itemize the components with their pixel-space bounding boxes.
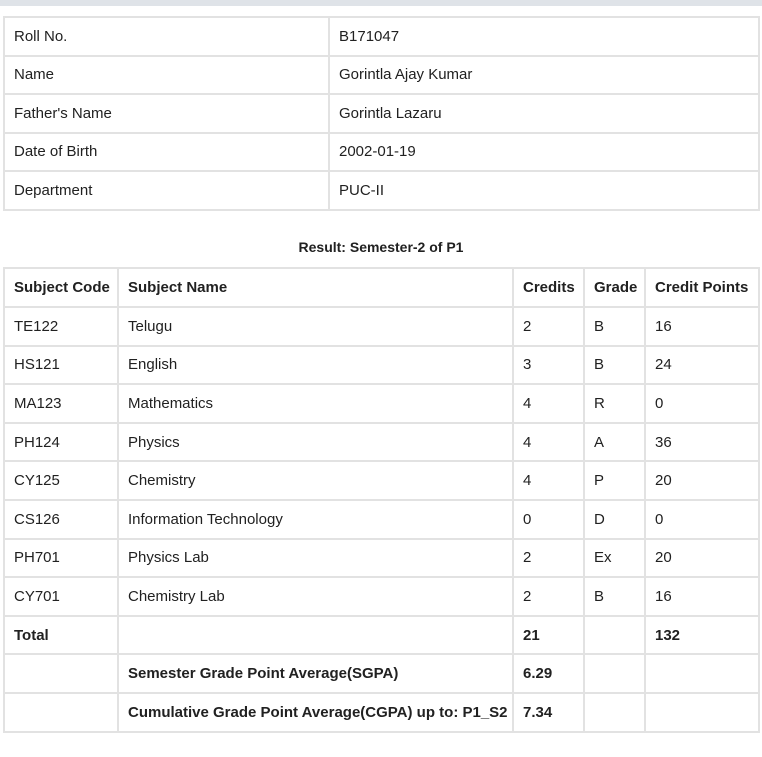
table-row xyxy=(4,577,759,616)
subject-grade: B xyxy=(584,307,645,346)
info-value: Gorintla Ajay Kumar xyxy=(329,56,759,95)
subject-grade: A xyxy=(584,423,645,462)
subject-name: Chemistry xyxy=(118,461,513,500)
result-header-row xyxy=(4,268,759,307)
subject-credits: 4 xyxy=(513,423,584,462)
subject-grade: P xyxy=(584,461,645,500)
subject-credits: 4 xyxy=(513,461,584,500)
info-row-date-of-birth xyxy=(4,133,759,172)
table-row xyxy=(4,500,759,539)
subject-name: Mathematics xyxy=(118,384,513,423)
subject-code: CS126 xyxy=(4,500,118,539)
subject-name: Physics Lab xyxy=(118,539,513,578)
subject-code: CY125 xyxy=(4,461,118,500)
cgpa-empty-cell xyxy=(584,693,645,732)
result-table xyxy=(3,267,760,733)
cgpa-row xyxy=(4,693,759,732)
result-title: Result: Semester-2 of P1 xyxy=(298,239,464,255)
cgpa-value: 7.34 xyxy=(513,693,584,732)
subject-grade: D xyxy=(584,500,645,539)
sgpa-empty-cell xyxy=(645,654,759,693)
subject-points: 36 xyxy=(645,423,759,462)
subject-credits: 2 xyxy=(513,539,584,578)
subject-points: 0 xyxy=(645,500,759,539)
subject-credits: 3 xyxy=(513,346,584,385)
subject-points: 16 xyxy=(645,307,759,346)
subject-code: TE122 xyxy=(4,307,118,346)
subject-name: Physics xyxy=(118,423,513,462)
subject-grade: R xyxy=(584,384,645,423)
subject-credits: 2 xyxy=(513,577,584,616)
total-empty-cell xyxy=(118,616,513,655)
subject-points: 20 xyxy=(645,461,759,500)
subject-points: 24 xyxy=(645,346,759,385)
table-row xyxy=(4,423,759,462)
info-value: B171047 xyxy=(329,17,759,56)
info-row-department xyxy=(4,171,759,210)
sgpa-value: 6.29 xyxy=(513,654,584,693)
sgpa-empty-cell xyxy=(4,654,118,693)
subject-code: MA123 xyxy=(4,384,118,423)
info-value: 2002-01-19 xyxy=(329,133,759,172)
info-label: Roll No. xyxy=(4,17,329,56)
sgpa-row xyxy=(4,654,759,693)
total-row xyxy=(4,616,759,655)
info-label: Father's Name xyxy=(4,94,329,133)
total-empty-cell xyxy=(584,616,645,655)
total-credit-points: 132 xyxy=(645,616,759,655)
subject-code: HS121 xyxy=(4,346,118,385)
subject-points: 16 xyxy=(645,577,759,616)
top-divider xyxy=(0,0,762,6)
subject-code: PH124 xyxy=(4,423,118,462)
subject-grade: B xyxy=(584,577,645,616)
info-row-name xyxy=(4,56,759,95)
subject-grade: Ex xyxy=(584,539,645,578)
table-row xyxy=(4,461,759,500)
subject-credits: 2 xyxy=(513,307,584,346)
info-row-roll-no xyxy=(4,17,759,56)
total-label: Total xyxy=(4,616,118,655)
header-credit-points: Credit Points xyxy=(645,268,759,307)
subject-grade: B xyxy=(584,346,645,385)
subject-name: Chemistry Lab xyxy=(118,577,513,616)
subject-credits: 4 xyxy=(513,384,584,423)
info-label: Department xyxy=(4,171,329,210)
header-grade: Grade xyxy=(584,268,645,307)
table-row xyxy=(4,539,759,578)
info-label: Date of Birth xyxy=(4,133,329,172)
total-credits: 21 xyxy=(513,616,584,655)
cgpa-empty-cell xyxy=(4,693,118,732)
subject-name: Telugu xyxy=(118,307,513,346)
subject-name: English xyxy=(118,346,513,385)
subject-credits: 0 xyxy=(513,500,584,539)
header-subject-code: Subject Code xyxy=(4,268,118,307)
info-value: Gorintla Lazaru xyxy=(329,94,759,133)
header-credits: Credits xyxy=(513,268,584,307)
subject-points: 0 xyxy=(645,384,759,423)
student-info-table xyxy=(3,16,760,211)
info-label: Name xyxy=(4,56,329,95)
sgpa-empty-cell xyxy=(584,654,645,693)
subject-name: Information Technology xyxy=(118,500,513,539)
cgpa-empty-cell xyxy=(645,693,759,732)
table-row xyxy=(4,346,759,385)
header-subject-name: Subject Name xyxy=(118,268,513,307)
subject-points: 20 xyxy=(645,539,759,578)
info-row-father-name xyxy=(4,94,759,133)
table-row xyxy=(4,307,759,346)
table-row xyxy=(4,384,759,423)
info-value: PUC-II xyxy=(329,171,759,210)
subject-code: CY701 xyxy=(4,577,118,616)
sgpa-label: Semester Grade Point Average(SGPA) xyxy=(118,654,513,693)
cgpa-label: Cumulative Grade Point Average(CGPA) up to: P1_S2 xyxy=(118,693,513,732)
subject-code: PH701 xyxy=(4,539,118,578)
